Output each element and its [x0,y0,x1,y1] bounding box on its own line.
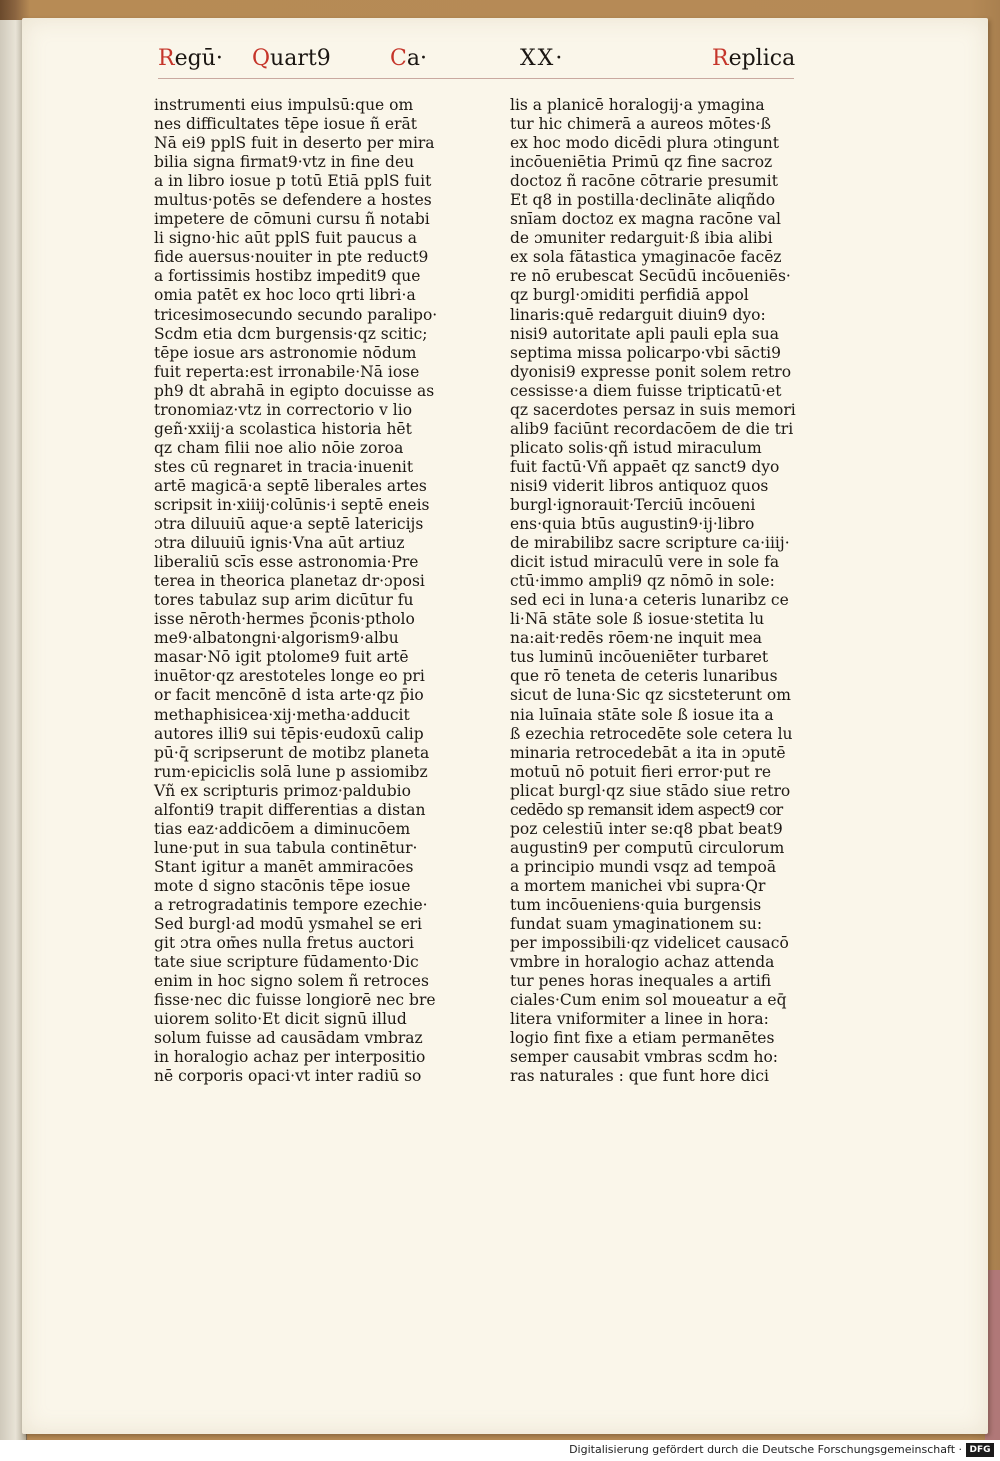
text-line: or facit mencōnē d ista arte·qz p̄io [154,686,424,705]
text-line: stes cū regnaret in tracia·inuenit [154,457,414,476]
text-line: alfonti9 trapit differentias a distan [154,800,426,819]
text-line: artē magicā·a septē liberales artes [154,476,427,495]
running-head-part1: Regū· [158,46,223,71]
text-line: scripsit in·xiiij·colūnis·i septē eneis [154,495,430,514]
text-line: cedēdo sp remansit idem aspect9 cor [510,800,783,819]
text-line: tricesimosecundo secundo paralipo· [154,305,438,324]
text-line: dyonisi9 expresse ponit solem retro [510,362,792,381]
text-line: qz cham filii noe alio nōie zoroa [154,438,404,457]
text-line: git ɔtra om̄es nulla fretus auctori [154,934,414,953]
text-line: motuū nō potuit fieri error·put re [510,762,772,781]
text-line: Vñ ex scripturis primoz·paldubio [154,781,411,800]
text-line: ciales·Cum enim sol moueatur a eq̄ [510,991,787,1010]
text-line: minaria retrocedebāt a ita in ɔputē [510,743,786,762]
text-line: tias eaz·addicōem a diminucōem [154,819,411,838]
text-line: liberaliū scīs esse astronomia·Pre [154,553,419,572]
text-line: linaris:quē redarguit diuin9 dyo: [510,305,766,324]
text-line: nē corporis opaci·vt inter radiū so [154,1067,422,1086]
text-line: nisi9 autoritate apli pauli epla sua [510,324,779,343]
text-line: nisi9 viderit libros antiquoz quos [510,476,769,495]
text-line: ph9 dt abrahā in egipto docuisse as [154,381,435,400]
text-column-right [510,96,798,1086]
text-line: que rō teneta de ceteris lunaribus [510,667,778,686]
text-line: nes difficultates tēpe iosue ñ erāt [154,115,417,134]
text-line: burgl·ignorauit·Terciū incōueni [510,495,756,514]
text-line: Nā ei9 pplS fuit in deserto per mira [154,134,435,153]
text-line: uiorem solito·Et dicit signū illud [154,1010,407,1029]
text-line: a mortem manichei vbi supra·Qr [510,876,766,895]
text-line: incōueniētia Primū qz fine sacroz [510,153,773,172]
text-line: ctū·immo ampli9 qz nōmō in sole: [510,572,775,591]
text-line: Stant igitur a manēt ammiracōes [154,857,414,876]
text-line: terea in theorica planetaz dr·ɔposi [154,572,425,591]
text-line: ras naturales : que funt hore dici [510,1067,769,1086]
text-line: sicut de luna·Sic qz sicsteterunt om [510,686,791,705]
text-line: bilia signa firmat9·vtz in fine deu [154,153,415,172]
text-line: plicat burgl·qz siue stādo siue retro [510,781,791,800]
text-line: tēpe iosue ars astronomie nōdum [154,343,417,362]
text-line: pū·q̄ scripserunt de motibz planeta [154,743,430,762]
footer-bar [0,1440,1000,1461]
text-line: methaphisicea·xij·metha·adducit [154,705,410,724]
text-line: augustin9 per computū circulorum [510,838,785,857]
text-line: Scdm etia dcm burgensis·qz scitic; [154,324,428,343]
text-line: ex sola fātastica ymaginacōe facēz [510,248,782,267]
text-line: litera vniformiter a linee in hora: [510,1010,769,1029]
text-line: rum·epiciclis solā lune p assiomibz [154,762,428,781]
text-line: tores tabulaz sup arim dicūtur fu [154,591,414,610]
text-line: a retrogradatinis tempore ezechie· [154,895,428,914]
text-line: fuit reperta:est irronabile·Nā iose [154,362,420,381]
text-line: inuētor·qz arestoteles longe eo pri [154,667,425,686]
text-line: dicit istud miraculū vere in sole fa [510,553,780,572]
text-line: a fortissimis hostibz impedit9 que [154,267,421,286]
text-line: vmbre in horalogio achaz attenda [510,953,775,972]
running-head-part2: Quart9 [252,46,331,71]
running-head-part3: Ca· [390,46,427,71]
text-line: fide auersus·nouiter in pte reduct9 [154,248,429,267]
text-line: li·Nā stāte sole ß iosue·stetita lu [510,610,765,629]
text-line: ɔtra diluuiū aque·a septē latericijs [154,515,424,534]
head-rule [158,78,794,79]
text-line: semper causabit vmbras scdm ho: [510,1048,779,1067]
text-line: alib9 faciūnt recordacōem de die tri [510,419,794,438]
text-line: tur hic chimerā a aureos mōtes·ß [510,115,772,134]
text-line: enim in hoc signo solem ñ retroces [154,972,429,991]
text-line: me9·albatongni·algorism9·albu [154,629,399,648]
text-line: geñ·xxiij·a scolastica historia hēt [154,419,412,438]
text-line: ɔtra diluuiū ignis·Vna aūt artiuz [154,534,405,553]
text-line: impetere de cōmuni cursu ñ notabi [154,210,430,229]
text-line: de mirabilibz sacre scripture ca·iiij· [510,534,790,553]
text-line: fundat suam ymaginationem su: [510,915,763,934]
text-line: lune·put in sua tabula continētur· [154,838,418,857]
text-line: masar·Nō igit ptolome9 fuit artē [154,648,409,667]
text-line: sed eci in luna·a ceteris lunaribz ce [510,591,789,610]
text-line: snīam doctoz ex magna racōne val [510,210,781,229]
text-line: cessisse·a diem fuisse tripticatū·et [510,381,782,400]
text-line: logio fint fixe a etiam permanētes [510,1029,775,1048]
text-line: qz sacerdotes persaz in suis memori [510,400,796,419]
text-line: solum fuisse ad causādam vmbraz [154,1029,423,1048]
text-line: per impossibili·qz videlicet causacō [510,934,789,953]
text-line: a in libro iosue p totū Etiā pplS fuit [154,172,432,191]
footer-credit: Digitalisierung gefördert durch die Deutsche Forschungsgemeinschaft · [569,1443,962,1456]
text-column-left [154,96,442,1086]
text-line: plicato solis·qñ istud miraculum [510,438,762,457]
text-line: tur penes horas inequales a artifi [510,972,772,991]
running-head-part5: Replica [712,46,796,71]
text-line: poz celestiū inter se:q8 pbat beat9 [510,819,783,838]
running-head-part4: XX· [520,46,565,71]
text-line: septima missa policarpo·vbi sācti9 [510,343,782,362]
text-line: li signo·hic aūt pplS fuit paucus a [154,229,417,248]
text-line: doctoz ñ racōne cōtrarie presumit [510,172,778,191]
text-line: re nō erubescat Secūdū incōueniēs· [510,267,791,286]
text-line: de ɔmuniter redarguit·ß ibia alibi [510,229,773,248]
text-line: multus·potēs se defendere a hostes [154,191,432,210]
dfg-logo: DFG [966,1443,994,1457]
text-line: tate siue scripture fūdamento·Dic [154,953,419,972]
text-line: a principio mundi vsqz ad tempoā [510,857,777,876]
text-line: autores illi9 sui tēpis·eudoxū calip [154,724,424,743]
text-line: omia patēt ex hoc loco qrti libri·a [154,286,416,305]
text-line: ß ezechia retrocedēte sole cetera lu [510,724,793,743]
text-line: instrumenti eius impulsū:que om [154,96,414,114]
text-line: tus luminū incōueniēter turbaret [510,648,769,667]
text-line: fuit factū·Vñ appaēt qz sanct9 dyo [510,457,780,476]
running-head [158,46,794,80]
text-line: lis a planicē horalogij·a ymagina [510,96,765,114]
text-line: fisse·nec dic fuisse longiorē nec bre [154,991,436,1010]
text-line: qz burgl·ɔmiditi perfidiā appol [510,286,749,305]
text-line: tum incōueniens·quia burgensis [510,895,762,914]
text-line: na:ait·redēs rōem·ne inquit mea [510,629,763,648]
text-line: ens·quia btūs augustin9·ij·libro [510,515,755,534]
text-line: mote d signo stacōnis tēpe iosue [154,876,411,895]
text-line: tronomiaz·vtz in correctorio v lio [154,400,413,419]
text-line: Et q8 in postilla·declināte aliqñdo [510,191,776,210]
text-line: ex hoc modo dicēdi plura ɔtingunt [510,134,779,153]
text-line: nia luīnaia stāte sole ß iosue ita a [510,705,774,724]
text-line: in horalogio achaz per interpositio [154,1048,426,1067]
text-line: isse nēroth·hermes p̄conis·ptholo [154,610,415,629]
text-line: Sed burgl·ad modū ysmahel se eri [154,915,422,934]
